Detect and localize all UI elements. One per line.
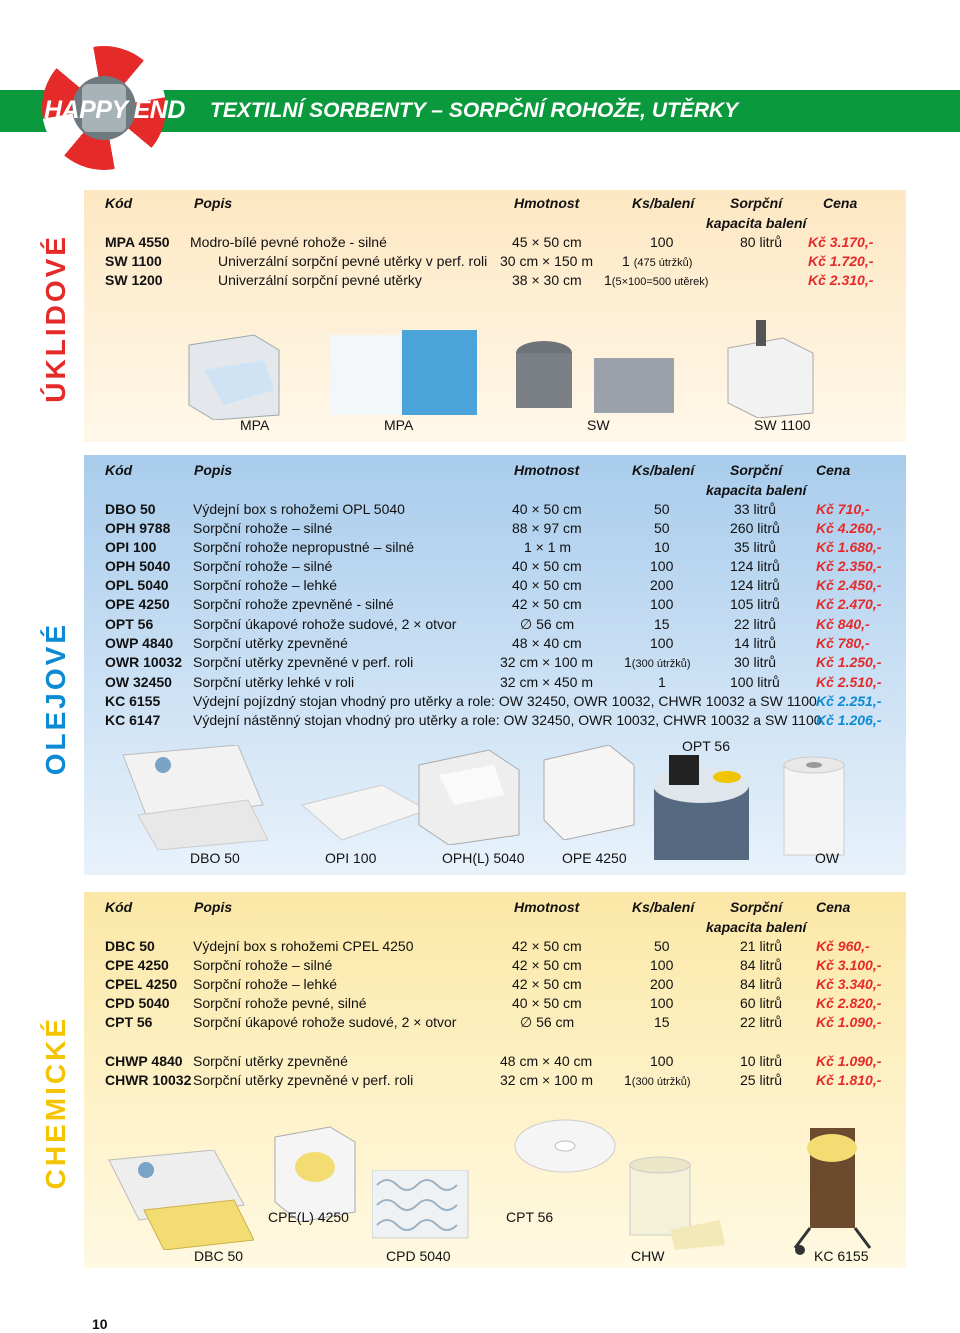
row-desc: Sorpční utěrky zpevněné v perf. roli bbox=[193, 654, 414, 670]
row-price: Kč 2.820,- bbox=[816, 995, 882, 1011]
caption: DBC 50 bbox=[194, 1248, 244, 1264]
caption: OPE 4250 bbox=[562, 850, 627, 866]
row-code: DBO 50 bbox=[105, 501, 156, 517]
row-price: Kč 1.206,- bbox=[816, 712, 882, 728]
section-label-ukladove: ÚKLIDOVÉ bbox=[40, 234, 71, 403]
col-hmotnost: Hmotnost bbox=[514, 462, 580, 478]
row-code: DBC 50 bbox=[105, 938, 155, 954]
oph5040-image bbox=[414, 745, 524, 845]
row-cap: 260 litrů bbox=[730, 520, 780, 536]
row-ks bbox=[624, 1072, 691, 1088]
dbo50-image bbox=[118, 745, 268, 850]
row-code: SW 1100 bbox=[105, 253, 162, 269]
row-ks: 100 bbox=[650, 234, 674, 250]
row-dim: 42 × 50 cm bbox=[512, 596, 582, 612]
row-desc: Výdejní pojízdný stojan vhodný pro utěrky a role: OW 32450, OWR 10032, CHWR 10032 a SW 1100 bbox=[193, 693, 817, 709]
section-ukladove bbox=[84, 190, 906, 442]
brand-title: HAPPY END bbox=[44, 96, 185, 124]
row-price: Kč 1.090,- bbox=[816, 1014, 882, 1030]
section-olejove bbox=[84, 455, 906, 875]
row-desc: Modro-bílé pevné rohože - silné bbox=[190, 234, 387, 250]
row-cap: 35 litrů bbox=[734, 539, 777, 555]
caption: CPD 5040 bbox=[386, 1248, 451, 1264]
row-ks-value: 1 bbox=[624, 1072, 632, 1088]
row-ks: 15 bbox=[654, 616, 670, 632]
row-desc: Výdejní box s rohožemi OPL 5040 bbox=[193, 501, 405, 517]
caption: DBO 50 bbox=[190, 850, 240, 866]
row-ks-value: 1 bbox=[604, 272, 612, 288]
row-dim: 42 × 50 cm bbox=[512, 976, 582, 992]
row-price: Kč 3.170,- bbox=[808, 234, 874, 250]
row-price: Kč 2.310,- bbox=[808, 272, 874, 288]
caption: CHW bbox=[631, 1248, 665, 1264]
row-desc: Univerzální sorpční pevné utěrky bbox=[218, 272, 422, 288]
row-ks-note: (300 útržků) bbox=[631, 658, 691, 670]
row-ks-note: (5×100=500 utěrek) bbox=[611, 276, 709, 288]
row-dim: 40 × 50 cm bbox=[512, 577, 582, 593]
col-cena: Cena bbox=[816, 462, 851, 478]
caption: KC 6155 bbox=[814, 1248, 869, 1264]
chw-roll-image bbox=[610, 1150, 730, 1250]
row-cap: 84 litrů bbox=[740, 976, 783, 992]
row-cap: 105 litrů bbox=[730, 596, 780, 612]
row-price: Kč 2.251,- bbox=[816, 693, 882, 709]
row-code: OWP 4840 bbox=[105, 635, 174, 651]
row-price: Kč 1.810,- bbox=[816, 1072, 882, 1088]
row-dim: 40 × 50 cm bbox=[512, 501, 582, 517]
row-code: CHWR 10032 bbox=[105, 1072, 192, 1088]
row-dim: ∅ 56 cm bbox=[520, 1014, 575, 1030]
section-chemicke bbox=[84, 892, 906, 1268]
row-ks-note: (475 útržků) bbox=[633, 257, 693, 269]
row-cap: 124 litrů bbox=[730, 577, 780, 593]
col-sorpcni: Sorpční bbox=[730, 195, 783, 211]
row-ks: 100 bbox=[650, 995, 674, 1011]
mpa-box-image bbox=[184, 330, 284, 420]
row-code: OW 32450 bbox=[105, 674, 172, 690]
row-code: OPL 5040 bbox=[105, 577, 169, 593]
row-code: OPT 56 bbox=[105, 616, 154, 632]
row-dim: 40 × 50 cm bbox=[512, 558, 582, 574]
row-desc: Sorpční rohože pevné, silné bbox=[193, 995, 367, 1011]
row-code: KC 6147 bbox=[105, 712, 161, 728]
caption: MPA bbox=[384, 417, 414, 433]
row-price: Kč 3.340,- bbox=[816, 976, 882, 992]
col-ks: Ks/balení bbox=[632, 462, 695, 478]
col-kapacita: kapacita balení bbox=[706, 482, 807, 498]
row-ks bbox=[622, 253, 692, 269]
row-ks-value: 1 bbox=[622, 253, 630, 269]
section-label-chemicke: CHEMICKÉ bbox=[40, 1016, 71, 1190]
col-sorpcni: Sorpční bbox=[730, 462, 783, 478]
ope4250-image bbox=[539, 745, 639, 840]
col-ks: Ks/balení bbox=[632, 899, 695, 915]
row-price: Kč 960,- bbox=[816, 938, 870, 954]
row-price: Kč 1.250,- bbox=[816, 654, 882, 670]
row-cap: 60 litrů bbox=[740, 995, 783, 1011]
kc6155-stand-image bbox=[790, 1118, 880, 1258]
row-desc: Sorpční rohože – lehké bbox=[193, 577, 337, 593]
col-popis: Popis bbox=[194, 899, 233, 915]
row-dim: 32 cm × 100 m bbox=[500, 1072, 593, 1088]
opt56-drum-image bbox=[649, 755, 759, 865]
row-ks: 200 bbox=[650, 976, 674, 992]
row-code: OPH 9788 bbox=[105, 520, 171, 536]
section-label-olejove: OLEJOVÉ bbox=[40, 622, 71, 776]
row-cap: 22 litrů bbox=[740, 1014, 783, 1030]
row-code: OWR 10032 bbox=[105, 654, 183, 670]
row-ks: 50 bbox=[654, 938, 670, 954]
cpel4250-box-image bbox=[270, 1122, 360, 1222]
row-price: Kč 710,- bbox=[816, 501, 870, 517]
row-price: Kč 2.470,- bbox=[816, 596, 882, 612]
row-cap: 10 litrů bbox=[740, 1053, 783, 1069]
row-price: Kč 2.510,- bbox=[816, 674, 882, 690]
row-price: Kč 1.680,- bbox=[816, 539, 882, 555]
page-number: 10 bbox=[92, 1316, 108, 1332]
row-dim: ∅ 56 cm bbox=[520, 616, 575, 632]
row-ks: 100 bbox=[650, 1053, 674, 1069]
caption: OPT 56 bbox=[682, 738, 730, 754]
row-desc: Sorpční rohože – silné bbox=[193, 520, 333, 536]
row-desc: Sorpční utěrky zpevněné v perf. roli bbox=[193, 1072, 414, 1088]
row-price: Kč 1.720,- bbox=[808, 253, 874, 269]
col-popis: Popis bbox=[194, 195, 233, 211]
opi100-image bbox=[292, 785, 432, 845]
row-cap: 100 litrů bbox=[730, 674, 780, 690]
row-cap: 30 litrů bbox=[734, 654, 777, 670]
ow-roll-image bbox=[774, 755, 884, 865]
row-code: SW 1200 bbox=[105, 272, 163, 288]
row-dim: 48 cm × 40 cm bbox=[500, 1053, 593, 1069]
caption: CPT 56 bbox=[506, 1209, 554, 1225]
row-dim: 88 × 97 cm bbox=[512, 520, 582, 536]
row-dim: 45 × 50 cm bbox=[512, 234, 582, 250]
row-desc: Sorpční rohože nepropustné – silné bbox=[193, 539, 415, 555]
row-code: OPE 4250 bbox=[105, 596, 170, 612]
row-code: MPA 4550 bbox=[105, 234, 170, 250]
cpt56-image bbox=[510, 1116, 620, 1186]
row-ks-note: (300 útržků) bbox=[631, 1076, 691, 1088]
col-kod: Kód bbox=[105, 195, 133, 211]
row-desc: Sorpční rohože – silné bbox=[193, 957, 333, 973]
row-desc: Sorpční úkapové rohože sudové, 2 × otvor bbox=[193, 616, 457, 632]
row-ks: 50 bbox=[654, 520, 670, 536]
row-dim: 32 cm × 100 m bbox=[500, 654, 593, 670]
row-cap: 124 litrů bbox=[730, 558, 780, 574]
row-dim: 48 × 40 cm bbox=[512, 635, 582, 651]
col-sorpcni: Sorpční bbox=[730, 899, 783, 915]
row-ks: 100 bbox=[650, 957, 674, 973]
col-hmotnost: Hmotnost bbox=[514, 899, 580, 915]
row-ks bbox=[624, 654, 691, 670]
col-popis: Popis bbox=[194, 462, 233, 478]
row-desc: Sorpční úkapové rohože sudové, 2 × otvor bbox=[193, 1014, 457, 1030]
row-desc: Sorpční rohože – silné bbox=[193, 558, 333, 574]
row-cap: 80 litrů bbox=[740, 234, 783, 250]
row-price: Kč 2.350,- bbox=[816, 558, 882, 574]
row-dim: 42 × 50 cm bbox=[512, 938, 582, 954]
row-code: CPT 56 bbox=[105, 1014, 153, 1030]
row-ks: 100 bbox=[650, 635, 674, 651]
col-cena: Cena bbox=[816, 899, 851, 915]
row-ks: 100 bbox=[650, 596, 674, 612]
caption: OW bbox=[815, 850, 840, 866]
col-hmotnost: Hmotnost bbox=[514, 195, 580, 211]
row-desc: Sorpční utěrky lehké v roli bbox=[193, 674, 355, 690]
row-price: Kč 3.100,- bbox=[816, 957, 882, 973]
row-code: CPEL 4250 bbox=[105, 976, 178, 992]
caption: OPI 100 bbox=[325, 850, 377, 866]
row-ks: 50 bbox=[654, 501, 670, 517]
row-cap: 14 litrů bbox=[734, 635, 777, 651]
caption: CPE(L) 4250 bbox=[268, 1209, 349, 1225]
row-code: OPH 5040 bbox=[105, 558, 171, 574]
row-code: OPI 100 bbox=[105, 539, 157, 555]
row-ks-value: 1 bbox=[624, 654, 632, 670]
page-title: TEXTILNÍ SORBENTY – SORPČNÍ ROHOŽE, UTĚRKY bbox=[210, 99, 739, 122]
col-ks: Ks/balení bbox=[632, 195, 695, 211]
row-code: CPE 4250 bbox=[105, 957, 169, 973]
col-cena: Cena bbox=[823, 195, 858, 211]
caption: OPH(L) 5040 bbox=[442, 850, 525, 866]
caption: SW bbox=[587, 417, 610, 433]
row-code: CPD 5040 bbox=[105, 995, 170, 1011]
row-desc: Výdejní box s rohožemi CPEL 4250 bbox=[193, 938, 414, 954]
row-ks: 1 bbox=[658, 674, 666, 690]
row-code: KC 6155 bbox=[105, 693, 161, 709]
row-desc: Univerzální sorpční pevné utěrky v perf. roli bbox=[218, 253, 488, 269]
row-dim: 32 cm × 450 m bbox=[500, 674, 593, 690]
row-desc: Sorpční utěrky zpevněné bbox=[193, 1053, 348, 1069]
row-ks: 100 bbox=[650, 558, 674, 574]
caption: MPA bbox=[240, 417, 270, 433]
row-ks: 10 bbox=[654, 539, 670, 555]
col-kod: Kód bbox=[105, 899, 133, 915]
row-price: Kč 1.090,- bbox=[816, 1053, 882, 1069]
row-cap: 21 litrů bbox=[740, 938, 783, 954]
row-desc: Sorpční utěrky zpevněné bbox=[193, 635, 348, 651]
row-cap: 25 litrů bbox=[740, 1072, 783, 1088]
mpa-mats-image bbox=[330, 330, 480, 415]
row-code: CHWP 4840 bbox=[105, 1053, 183, 1069]
dbc50-image bbox=[104, 1150, 254, 1250]
row-cap: 22 litrů bbox=[734, 616, 777, 632]
row-ks: 200 bbox=[650, 577, 674, 593]
row-desc: Sorpční rohože zpevněné - silné bbox=[193, 596, 394, 612]
sw1100-box-image bbox=[718, 318, 818, 418]
row-dim: 42 × 50 cm bbox=[512, 957, 582, 973]
sw-rolls-image bbox=[514, 338, 679, 418]
row-cap: 33 litrů bbox=[734, 501, 777, 517]
row-dim: 1 × 1 m bbox=[524, 539, 572, 555]
row-dim: 30 cm × 150 m bbox=[500, 253, 593, 269]
row-ks: 15 bbox=[654, 1014, 670, 1030]
row-price: Kč 840,- bbox=[816, 616, 870, 632]
row-dim: 40 × 50 cm bbox=[512, 995, 582, 1011]
col-kod: Kód bbox=[105, 462, 133, 478]
row-dim: 38 × 30 cm bbox=[512, 272, 582, 288]
caption: SW 1100 bbox=[754, 417, 811, 433]
row-ks bbox=[604, 272, 708, 288]
col-kapacita: kapacita balení bbox=[706, 919, 807, 935]
row-desc: Výdejní nástěnný stojan vhodný pro utěrky a role: OW 32450, OWR 10032, CHWR 10032 a SW 1100 bbox=[193, 712, 822, 728]
col-kapacita: kapacita balení bbox=[706, 215, 807, 231]
row-price: Kč 2.450,- bbox=[816, 577, 882, 593]
cpd5040-image bbox=[372, 1170, 472, 1240]
row-price: Kč 4.260,- bbox=[816, 520, 882, 536]
row-desc: Sorpční rohože – lehké bbox=[193, 976, 337, 992]
row-cap: 84 litrů bbox=[740, 957, 783, 973]
row-price: Kč 780,- bbox=[816, 635, 870, 651]
